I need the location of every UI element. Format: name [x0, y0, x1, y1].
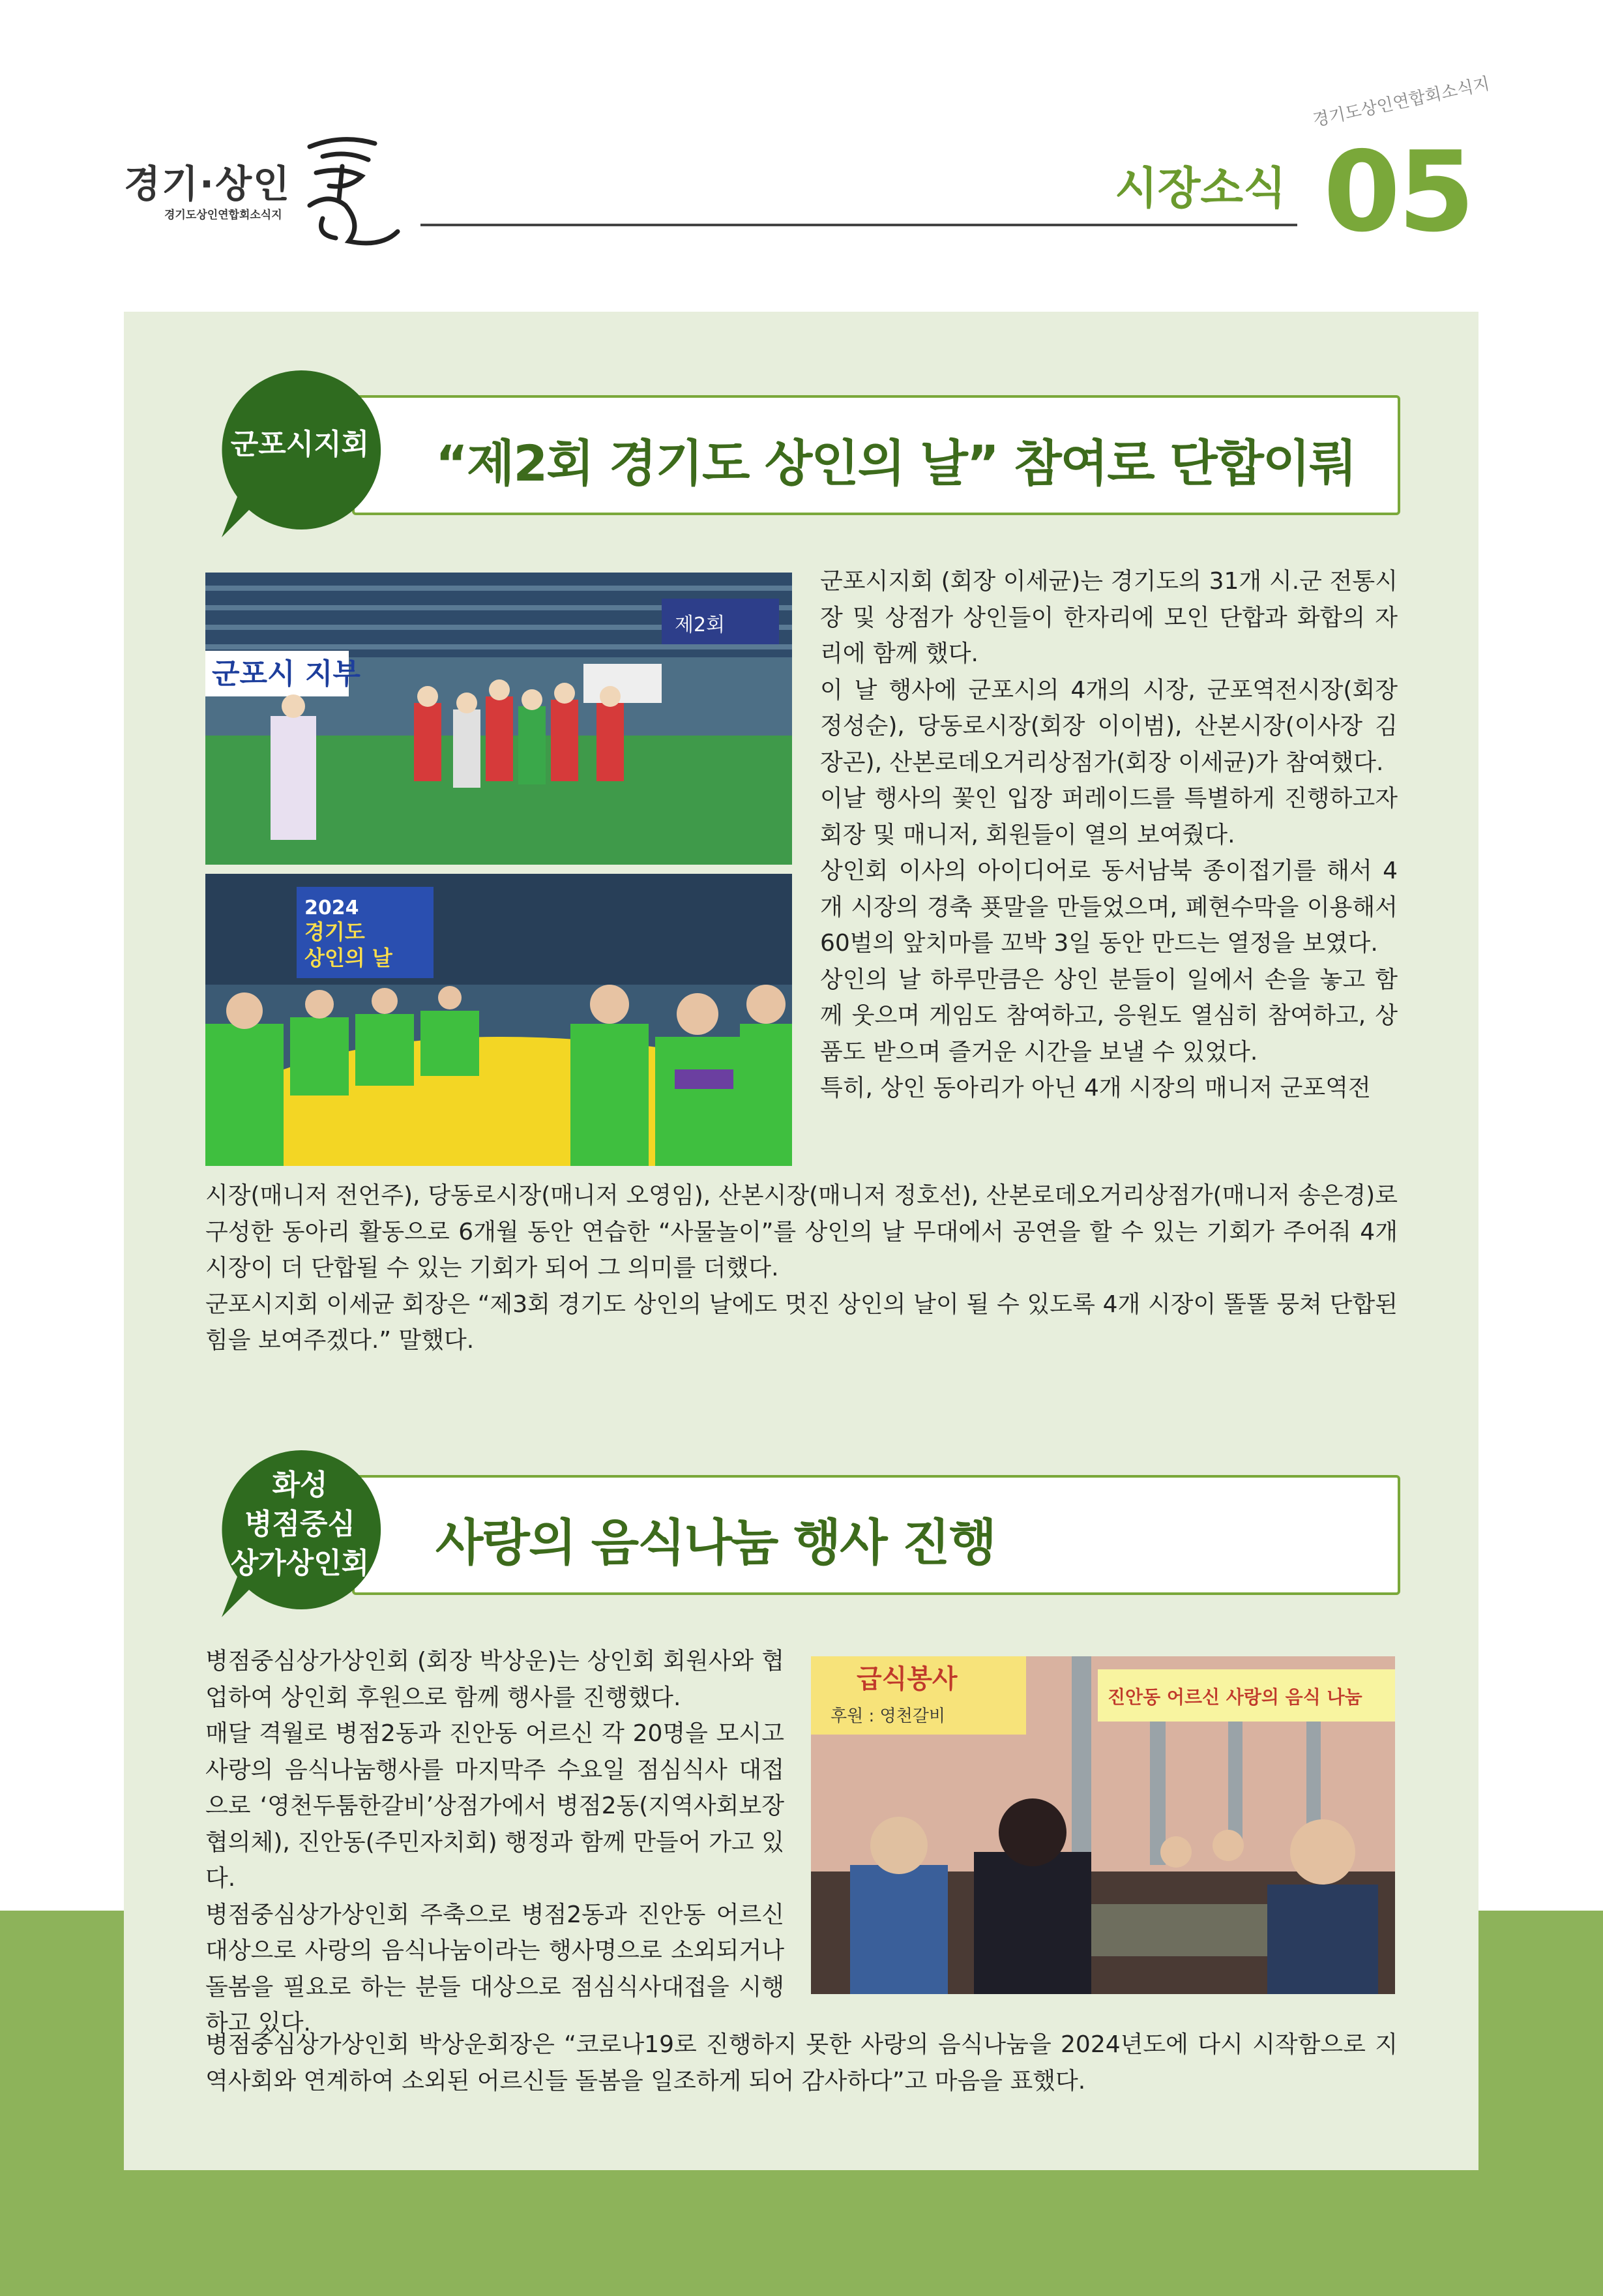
article2-tag-line: 병점중심: [244, 1508, 355, 1541]
article1-title: “제2회 경기도 상인의 날” 참여로 단합이뤄: [435, 434, 1356, 492]
section-label: 시장소식: [1115, 163, 1286, 215]
paragraph: 군포시지회 이세균 회장은 “제3회 경기도 상인의 날에도 멋진 상인의 날이 될 수 있도록 4개 시장이 똘똘 뭉쳐 단합된 힘을 보여주겠다.” 말했다.: [205, 1290, 1398, 1354]
article2-tag: [222, 1466, 378, 1583]
paragraph: 병점중심상가상인회 박상운회장은 “코로나19로 진행하지 못한 사랑의 음식나눔을 2024년도에 다시 시작함으로 지역사회와 연계하여 소외된 어르신들 돌봄을 일조하게 되어 감사하다”고 마음을 표했다.: [205, 2031, 1398, 2095]
svg-text:愛: 愛: [342, 205, 343, 206]
logo-calligraphy-icon: [284, 127, 401, 258]
svg-text:군포시 지부: 군포시 지부: [212, 657, 360, 691]
paragraph: 군포시지회 (회장 이세균)는 경기도의 31개 시.군 전통시장 및 상점가 상인들이 한자리에 모인 단합과 화합의 자리에 함께 했다.: [820, 568, 1398, 667]
svg-text:급식봉사: 급식봉사: [857, 1664, 958, 1694]
article2-body-full: [205, 2027, 1398, 2099]
paragraph: 특히, 상인 동아리가 아닌 4개 시장의 매니저 군포역전: [820, 1075, 1371, 1101]
paragraph: 이날 행사의 꽃인 입장 퍼레이드를 특별하게 진행하고자 회장 및 매니저, 회원들이 열의 보여줬다.: [820, 785, 1398, 848]
magazine-logo: [124, 127, 404, 258]
svg-text:제2회: 제2회: [675, 614, 726, 636]
paragraph: 병점중심상가상인회 (회장 박상운)는 상인회 회원사와 협업하여 상인회 후원으로 함께 행사를 진행했다.: [205, 1648, 784, 1711]
logo-text: 경기·상인: [124, 162, 291, 206]
article2-title: 사랑의 음식나눔 행사 진행: [435, 1513, 995, 1572]
article2-tag-line: 상가상인회: [230, 1547, 370, 1580]
page-number: 05: [1323, 128, 1473, 257]
article2-photo-meal: [811, 1656, 1395, 1994]
svg-text:2024: 2024: [304, 897, 359, 919]
paragraph: 상인회 이사의 아이디어로 동서남북 종이접기를 해서 4개 시장의 경축 푯말을 만들었으며, 폐현수막을 이용해서 60벌의 앞치마를 꼬박 3일 동안 만드는 열정을 보였다.: [820, 857, 1398, 957]
article1-photo-ceremony: [205, 874, 792, 1166]
paragraph: 병점중심상가상인회 주축으로 병점2동과 진안동 어르신대상으로 사랑의 음식나눔이라는 행사명으로 소외되거나 돌봄을 필요로 하는 분들 대상으로 점심식사대접을 시행하고 있다.: [205, 1901, 784, 2036]
logo-subtitle: 경기도상인연합회소식지: [164, 209, 282, 222]
paragraph: 이 날 행사에 군포시의 4개의 시장, 군포역전시장(회장 정성순), 당동로시장(회장 이이범), 산본시장(이사장 김장곤), 산본로데오거리상점가(회장 이세균)가 참여했다.: [820, 676, 1398, 776]
article2-body-left: [205, 1643, 784, 2042]
svg-text:상인의 날: 상인의 날: [304, 946, 392, 970]
magazine-name: 경기도상인연합회소식지: [1311, 74, 1492, 131]
article2-tag-line: 화성: [272, 1469, 328, 1502]
article1-body-full: [205, 1178, 1398, 1359]
article1-body-right: [820, 563, 1398, 1107]
paragraph: 매달 격월로 병점2동과 진안동 어르신 각 20명을 모시고 사랑의 음식나눔행사를 마지막주 수요일 점심식사 대접으로 ‘영천두툼한갈비’상점가에서 병점2동(지역사회보장협의체), 진안동(주민자치회) 행정과 함께 만들어 가고 있다.: [205, 1720, 784, 1892]
svg-text:경기도: 경기도: [304, 919, 365, 944]
paragraph: 상인의 날 하루만큼은 상인 분들이 일에서 손을 놓고 함께 웃으며 게임도 참여하고, 응원도 열심히 참여하고, 상품도 받으며 즐거운 시간을 보낼 수 있었다.: [820, 966, 1398, 1066]
paragraph: 시장(매니저 전언주), 당동로시장(매니저 오영임), 산본시장(매니저 정호선), 산본로데오거리상점가(매니저 송은경)로 구성한 동아리 활동으로 6개월 동안 연습한 “사물놀이”를 상인의 날 무대에서 공연을 할 수 있는 기회가 주어줘 4개 시장이 더 단합될 수 있는 기회가 되어 그 의미를 더했다.: [205, 1182, 1398, 1281]
header-divider: [420, 224, 1297, 226]
svg-text:후원 : 영천갈비: 후원 : 영천갈비: [831, 1707, 945, 1726]
svg-text:진안동 어르신 사랑의 음식 나눔: 진안동 어르신 사랑의 음식 나눔: [1108, 1686, 1362, 1708]
article1-photo-parade: [205, 573, 792, 865]
article1-tag: 군포시지회: [230, 428, 370, 461]
